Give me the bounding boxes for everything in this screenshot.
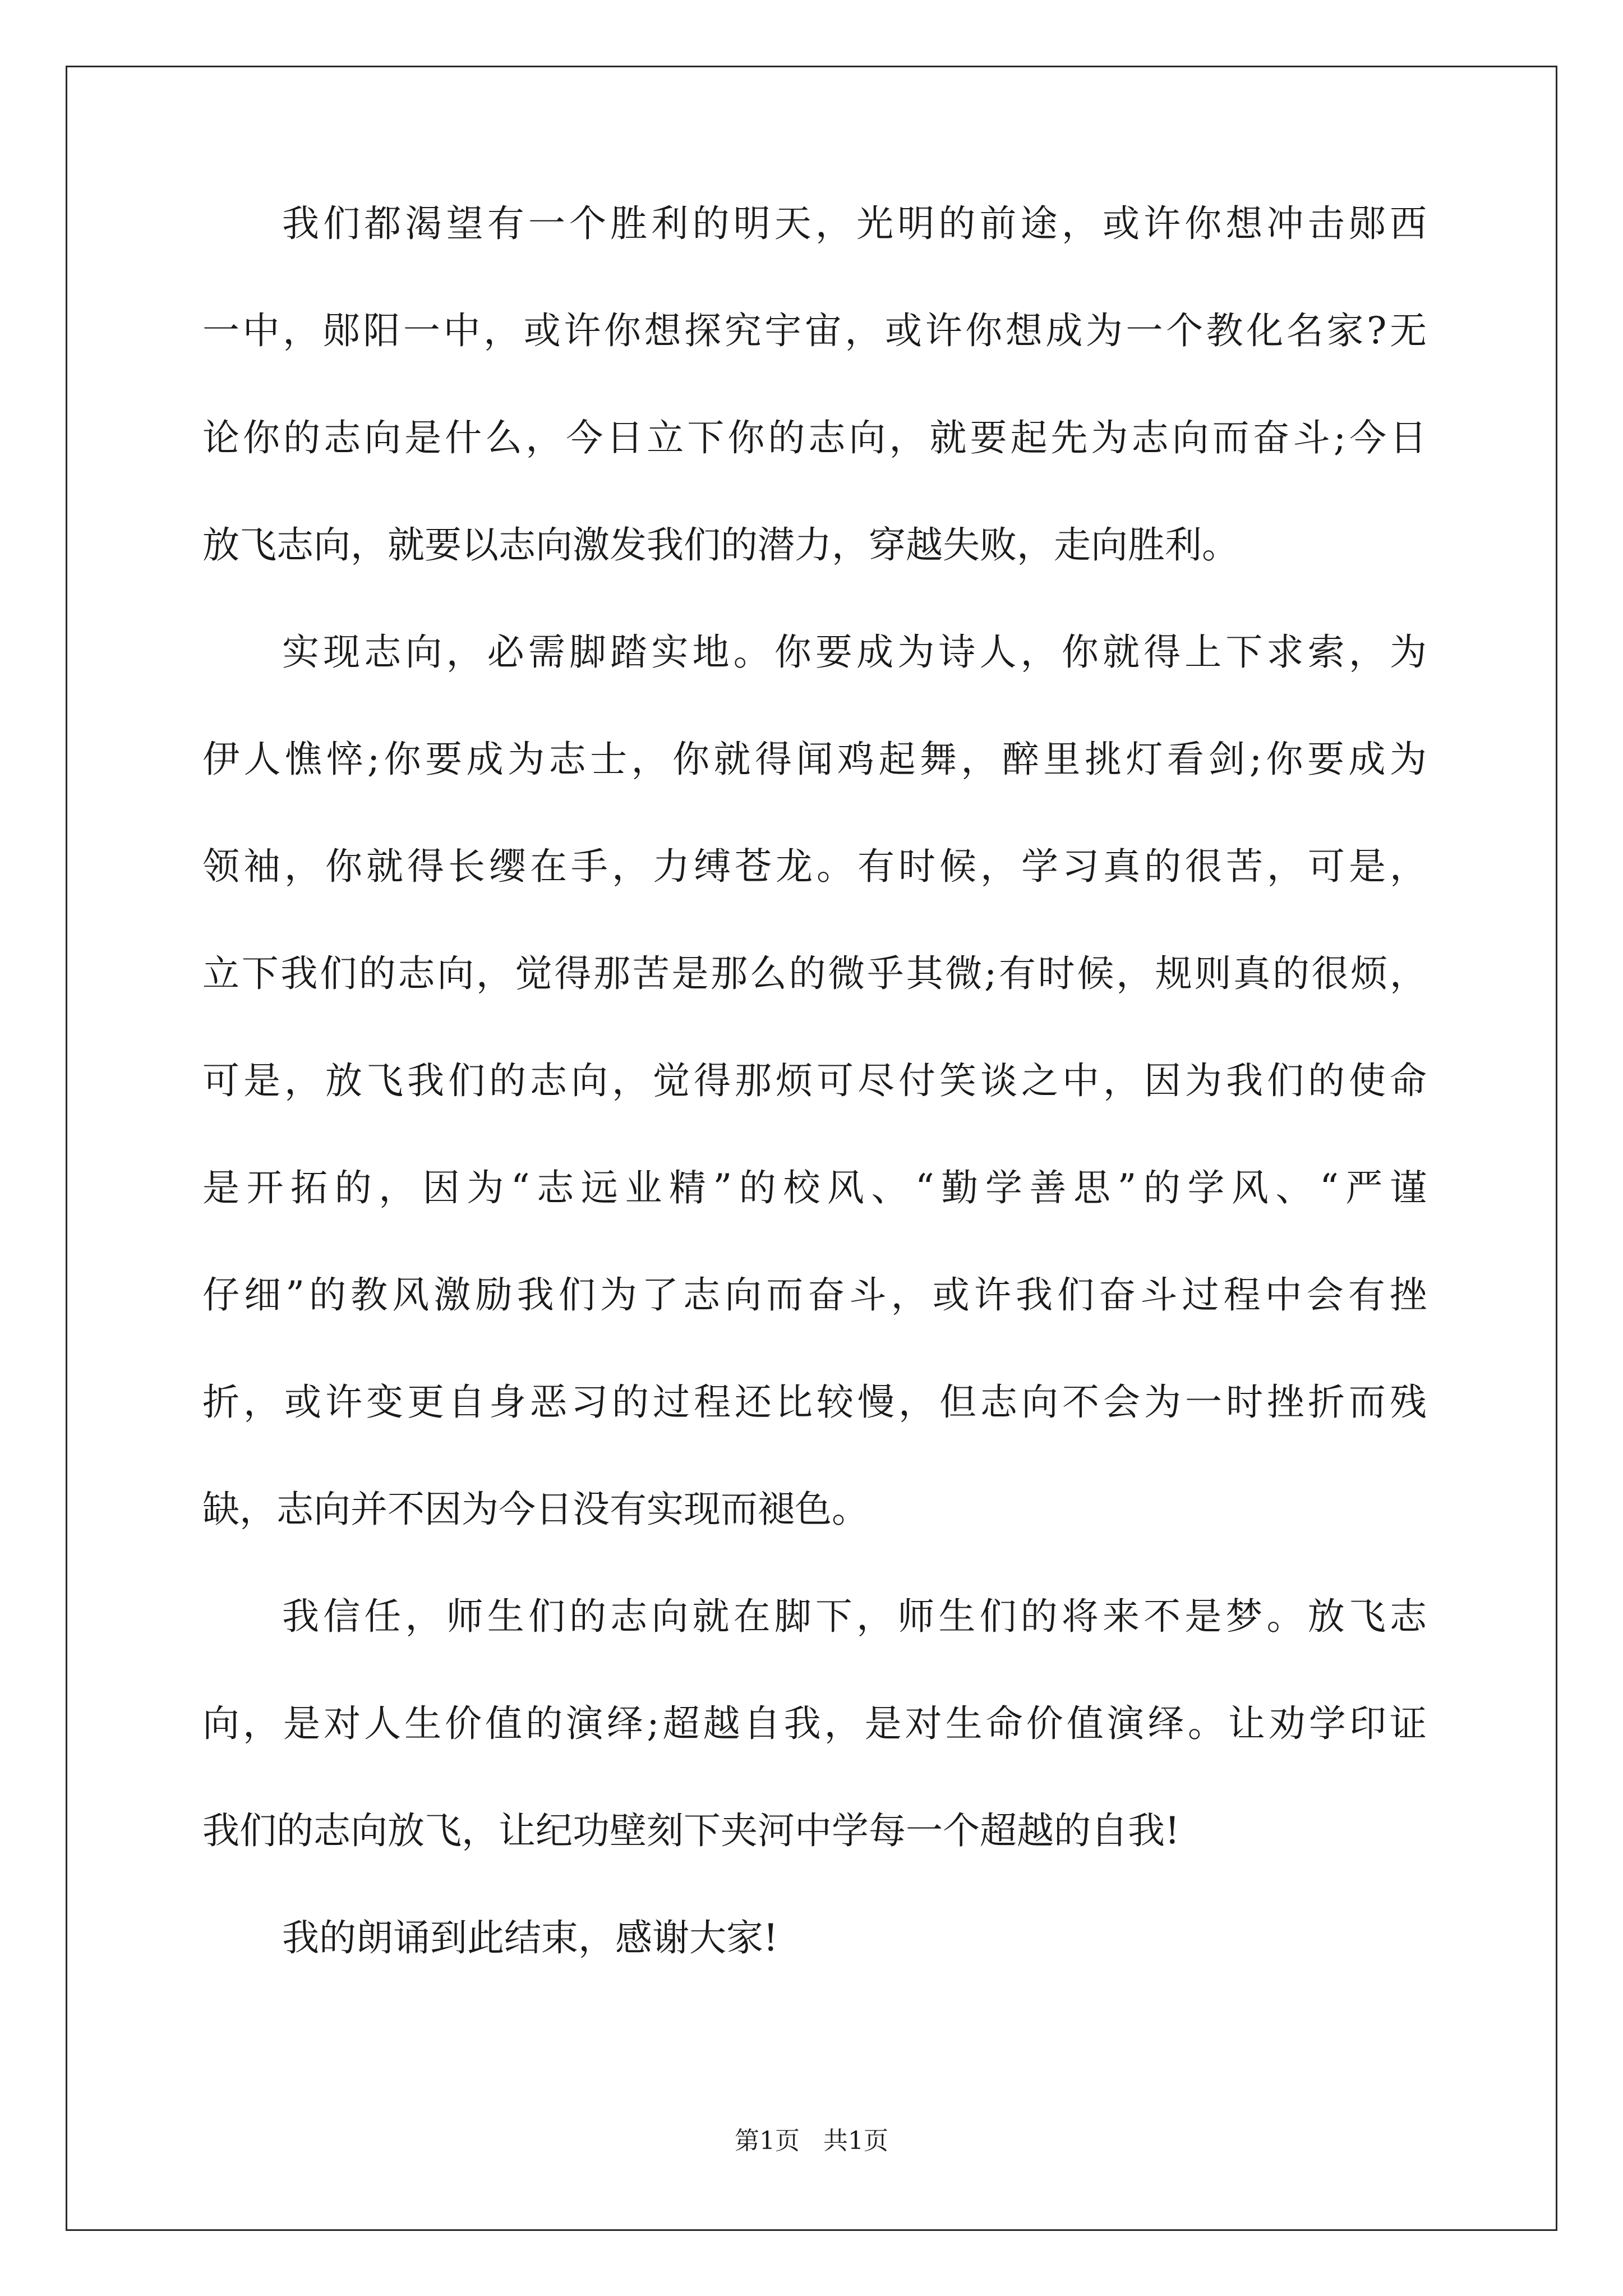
paragraph-1-line-1: 我们都渴望有一个胜利的明天，光明的前途，或许你想冲击郧西 (282, 202, 1427, 245)
paragraph-2-line-3: 领袖，你就得长缨在手，力缚苍龙。有时候，学习真的很苦，可是， (202, 845, 1427, 888)
paragraph-2-line-9: 缺，志向并不因为今日没有实现而褪色。 (202, 1488, 869, 1531)
paragraph-4-line-1: 我的朗诵到此结束，感谢大家! (282, 1916, 778, 1959)
paragraph-2-line-6: 是开拓的，因为“志远业精”的校风、“勤学善思”的学风、“严谨 (202, 1166, 1427, 1209)
paragraph-2-line-8: 折，或许变更自身恶习的过程还比较慢，但志向不会为一时挫折而残 (202, 1381, 1427, 1424)
page-number-footer: 第1页 共1页 (735, 2127, 888, 2155)
paragraph-3-line-2: 向，是对人生价值的演绎;超越自我，是对生命价值演绎。让劝学印证 (202, 1702, 1427, 1745)
paragraph-2-line-1: 实现志向，必需脚踏实地。你要成为诗人，你就得上下求索，为 (282, 631, 1427, 674)
paragraph-1-line-3: 论你的志向是什么，今日立下你的志向，就要起先为志向而奋斗;今日 (202, 416, 1427, 459)
paragraph-1-line-4: 放飞志向，就要以志向激发我们的潜力，穿越失败，走向胜利。 (202, 523, 1239, 567)
document-body (202, 202, 1427, 2026)
paragraph-2-line-7: 仔细”的教风激励我们为了志向而奋斗，或许我们奋斗过程中会有挫 (202, 1273, 1427, 1317)
paragraph-2-line-4: 立下我们的志向，觉得那苦是那么的微乎其微;有时候，规则真的很烦， (202, 952, 1427, 995)
paragraph-3-line-1: 我信任，师生们的志向就在脚下，师生们的将来不是梦。放飞志 (282, 1595, 1427, 1638)
paragraph-2-line-2: 伊人憔悴;你要成为志士，你就得闻鸡起舞，醉里挑灯看剑;你要成为 (202, 738, 1427, 781)
paragraph-2-line-5: 可是，放飞我们的志向，觉得那烦可尽付笑谈之中，因为我们的使命 (202, 1059, 1427, 1102)
paragraph-1-line-2: 一中，郧阳一中，或许你想探究宇宙，或许你想成为一个教化名家?无 (202, 309, 1427, 352)
paragraph-3-line-3: 我们的志向放飞，让纪功壁刻下夹河中学每一个超越的自我! (202, 1809, 1180, 1852)
